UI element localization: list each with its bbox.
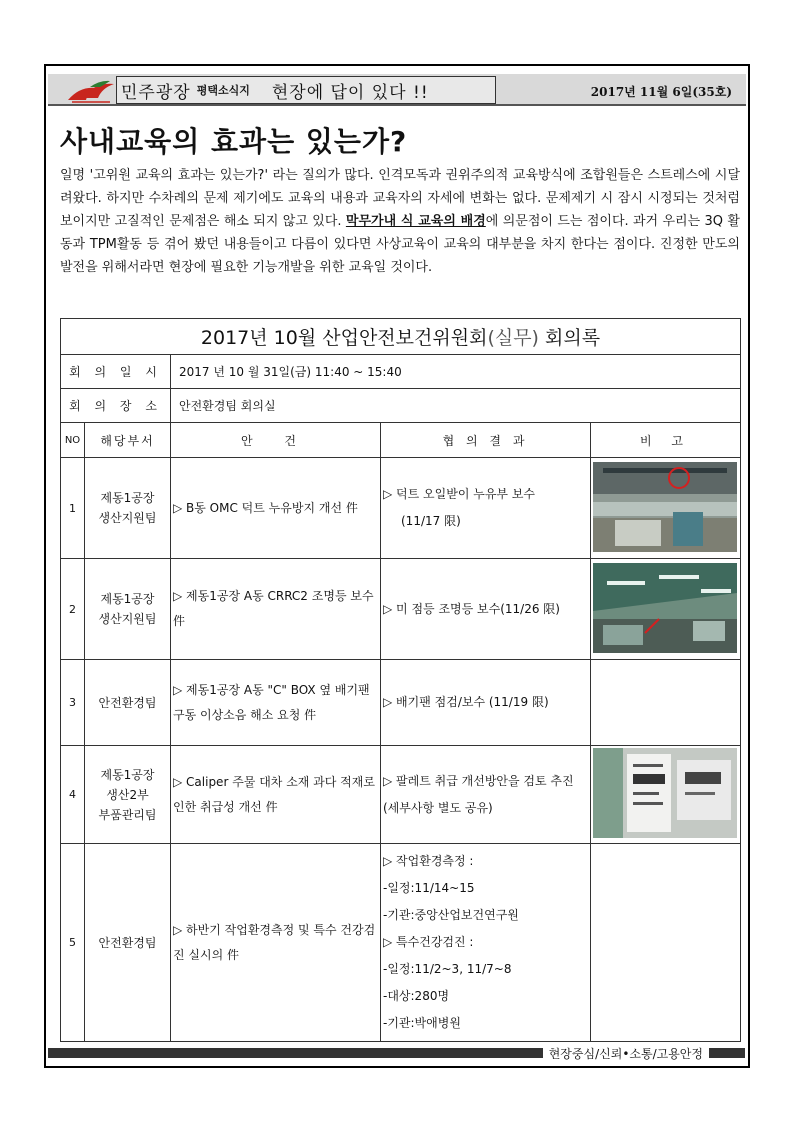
col-header-dept: 해당부서 [85, 423, 171, 458]
result-line: ▷ 배기팬 점검/보수 (11/19 限) [383, 695, 549, 709]
dept-line: 생산2부 [106, 787, 149, 802]
row-no: 4 [61, 746, 85, 844]
result-line: -일정:11/2~3, 11/7~8 [383, 962, 512, 976]
row-result [381, 458, 591, 559]
col-header-agenda: 안 건 [171, 423, 381, 458]
article-headline: 사내교육의 효과는 있는가? [60, 125, 408, 158]
row-note [591, 458, 741, 559]
result-line: -기관:박애병원 [383, 1016, 461, 1030]
row-agenda: ▷ B동 OMC 덕트 누유방지 개선 件 [171, 458, 381, 559]
intro-text-part2: 에 의문점이 드는 점이다. 과거 우리는 3Q 활동과 TPM활동 등 겪어 봤던 내용들이고 다름이 있다면 사상교육이 교육의 대부분을 차지 한다는 점이다. 진정한 만도의 발전을 위해서라면 현장에 필요한 기능개발을 위한 교육일 것이다. [60, 214, 740, 275]
meeting-place-label: 회 의 장 소 [61, 389, 171, 423]
result-line: ▷ 덕트 오일받이 누유부 보수 [383, 487, 535, 501]
row-no: 5 [61, 844, 85, 1042]
meeting-date-value: 2017 년 10 월 31일(금) 11:40 ~ 15:40 [171, 355, 741, 389]
dept-line: 제동1공장 [100, 592, 155, 606]
col-header-no: NO [61, 423, 85, 458]
result-line: ▷ 미 점등 조명등 보수(11/26 限) [383, 601, 560, 616]
factory-lighting-photo [593, 563, 737, 653]
intro-highlight: 막무가내 식 교육의 배경 [345, 214, 486, 229]
row-agenda: ▷ 하반기 작업환경측정 및 특수 건강검진 실시의 件 [171, 844, 381, 1042]
row-agenda: ▷ Caliper 주물 대차 소재 과다 적재로 인한 취급성 개선 件 [171, 746, 381, 844]
row-dept [85, 660, 171, 746]
header-title-box [116, 76, 496, 104]
intro-text-part1: 일명 '고위원 교육의 효과는 있는가?' 라는 질의가 많다. 인격모독과 권위주의적 교육방식에 조합원들은 스트레스에 시달려왔다. 하지만 수차례의 문제 제기에도 교육의 내용과 교육자의 자세에 변화는 없다. 문제제기 시 잠시 시정되는 것처럼 보이지만 고질적인 문제점은 해소 되지 않고 있다. [60, 168, 740, 229]
dept-line: 안전환경팀 [98, 935, 157, 950]
table-row [61, 844, 741, 1042]
row-dept [85, 746, 171, 844]
table-row [61, 746, 741, 844]
footer-bar [48, 1046, 745, 1061]
col-header-note: 비 고 [591, 423, 741, 458]
result-line: ▷ 팔레트 취급 개선방안을 검토 추진(세부사항 별도 공유) [383, 773, 574, 815]
row-dept [85, 559, 171, 660]
result-line: -기관:중앙산업보건연구원 [383, 908, 519, 922]
parts-label-photo [593, 748, 737, 838]
article-intro [60, 164, 740, 279]
row-note [591, 559, 741, 660]
meeting-place-value: 안전환경팀 회의실 [171, 389, 741, 423]
minutes-title-end: 회의록 [538, 327, 601, 349]
row-no: 1 [61, 458, 85, 559]
minutes-title-main: 2017년 10월 산업안전보건위원회 [200, 327, 488, 349]
row-result [381, 746, 591, 844]
result-line: (11/17 限) [401, 514, 461, 528]
footer-motto: 현장중심/신뢰•소통/고용안정 [548, 1046, 703, 1061]
row-note [591, 844, 741, 1042]
union-logo-icon [66, 78, 116, 104]
row-result [381, 660, 591, 746]
result-line: ▷ 특수건강검진 : [383, 935, 474, 949]
result-line: -대상:280명 [383, 989, 450, 1003]
dept-line: 제동1공장 [100, 767, 155, 782]
minutes-title [61, 319, 741, 355]
meeting-minutes-table [60, 318, 741, 1042]
issue-date: 2017년 11월 6일(35호) [590, 85, 732, 99]
meeting-date-label: 회 의 일 시 [61, 355, 171, 389]
table-row [61, 458, 741, 559]
footer-rule [709, 1048, 745, 1058]
row-no: 2 [61, 559, 85, 660]
result-line: ▷ 작업환경측정 : [383, 854, 474, 868]
footer-rule [48, 1048, 543, 1058]
result-line: -일정:11/14~15 [383, 881, 475, 895]
newsletter-subtitle: 평택소식지 [196, 84, 250, 97]
row-agenda: ▷ 제동1공장 A동 CRRC2 조명등 보수 件 [171, 559, 381, 660]
dept-line: 생산지원팀 [98, 511, 157, 525]
row-agenda: ▷ 제동1공장 A동 "C" BOX 옆 배기팬 구동 이상소음 해소 요청 件 [171, 660, 381, 746]
row-dept [85, 458, 171, 559]
row-note [591, 746, 741, 844]
minutes-title-sub: (실무) [487, 327, 539, 349]
dept-line: 제동1공장 [100, 491, 155, 505]
dept-line: 안전환경팀 [98, 695, 157, 710]
table-row [61, 559, 741, 660]
factory-duct-photo [593, 462, 737, 552]
dept-line: 생산지원팀 [98, 612, 157, 626]
newsletter-brand: 민주광장 [121, 82, 191, 103]
row-no: 3 [61, 660, 85, 746]
table-row [61, 660, 741, 746]
newsletter-slogan: 현장에 답이 있다 !! [271, 82, 429, 103]
dept-line: 부품관리팀 [98, 807, 157, 822]
col-header-result: 협 의 결 과 [381, 423, 591, 458]
row-result [381, 844, 591, 1042]
row-note [591, 660, 741, 746]
row-dept [85, 844, 171, 1042]
row-result [381, 559, 591, 660]
